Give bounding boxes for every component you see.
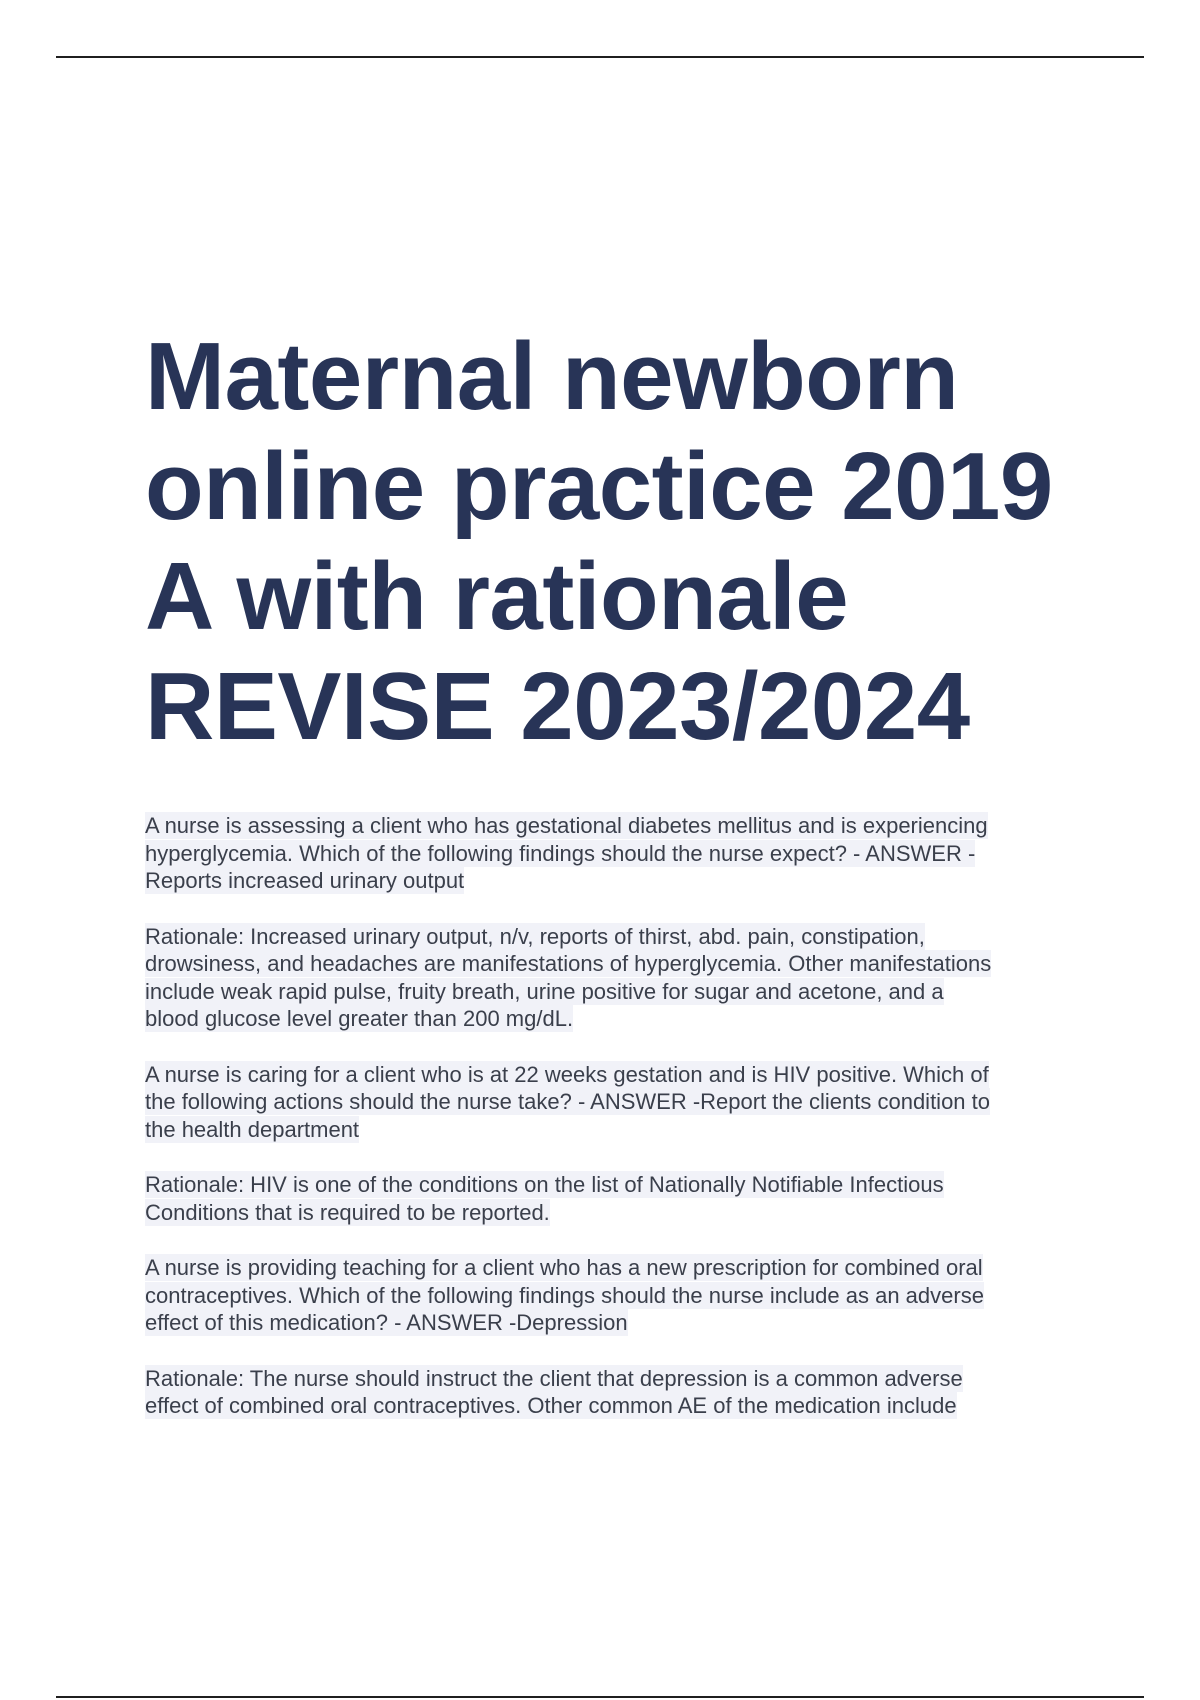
- title-line: REVISE 2023/2024: [145, 653, 970, 760]
- text-line: include weak rapid pulse, fruity breath, urine positive for sugar and acetone, and a: [145, 978, 944, 1004]
- text-line: the health department: [145, 1116, 360, 1142]
- text-line: effect of this medication? - ANSWER -Depression: [145, 1310, 628, 1335]
- text-line: contraceptives. Which of the following findings should the nurse include as an adverse: [145, 1282, 984, 1308]
- text-line: Conditions that is required to be reported.: [145, 1199, 550, 1225]
- text-line: drowsiness, and headaches are manifestations of hyperglycemia. Other manifestations: [145, 951, 992, 976]
- top-rule: [56, 56, 1144, 58]
- text-line: Rationale: The nurse should instruct the client that depression is a common adverse: [145, 1365, 963, 1391]
- text-line: blood glucose level greater than 200 mg/dL.: [145, 1006, 574, 1031]
- title-line: Maternal newborn: [145, 323, 959, 430]
- document-body: [145, 812, 1085, 1448]
- text-line: Rationale: Increased urinary output, n/v, reports of thirst, abd. pain, constipation,: [145, 923, 925, 949]
- rationale-paragraph: [145, 923, 1085, 1033]
- text-line: the following actions should the nurse take? - ANSWER -Report the clients condition to: [145, 1089, 991, 1114]
- bottom-rule: [56, 1696, 1144, 1698]
- text-line: Reports increased urinary output: [145, 868, 465, 893]
- rationale-paragraph: [145, 1365, 1085, 1420]
- document-title: [145, 322, 1145, 762]
- title-line: A with rationale: [145, 543, 849, 650]
- text-line: A nurse is providing teaching for a client who has a new prescription for combined oral: [145, 1255, 983, 1280]
- question-paragraph: [145, 1061, 1085, 1144]
- text-line: hyperglycemia. Which of the following findings should the nurse expect? - ANSWER -: [145, 840, 976, 866]
- question-paragraph: [145, 1254, 1085, 1337]
- rationale-paragraph: [145, 1171, 1085, 1226]
- question-paragraph: [145, 812, 1085, 895]
- text-line: A nurse is assessing a client who has gestational diabetes mellitus and is experiencing: [145, 813, 988, 838]
- title-line: online practice 2019: [145, 433, 1053, 540]
- text-line: Rationale: HIV is one of the conditions on the list of Nationally Notifiable Infectious: [145, 1172, 944, 1197]
- text-line: A nurse is caring for a client who is at 22 weeks gestation and is HIV positive. Which of: [145, 1061, 989, 1087]
- text-line: effect of combined oral contraceptives. Other common AE of the medication include: [145, 1393, 957, 1418]
